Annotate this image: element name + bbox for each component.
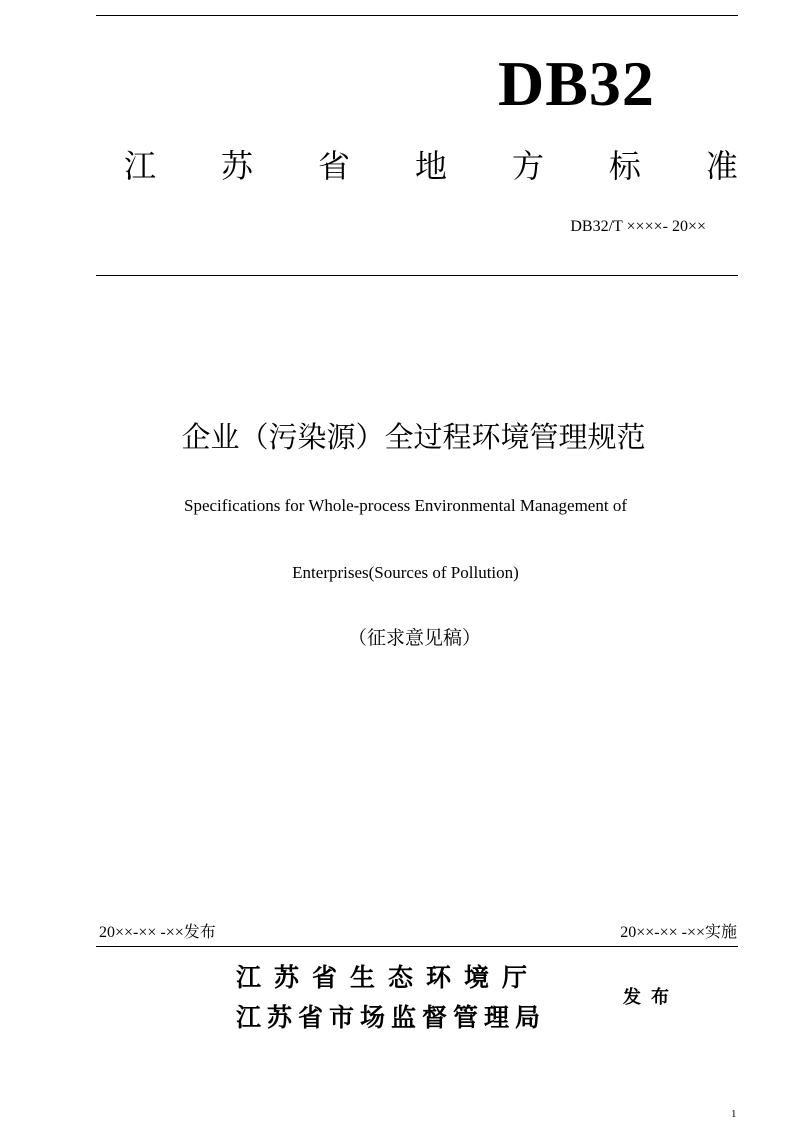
issue-date: 20××-×× -××发布 [99, 924, 216, 941]
standard-number: DB32/T ××××- 20×× [570, 218, 706, 235]
header-rule [96, 275, 738, 276]
standard-type-char: 方 [511, 147, 544, 185]
top-rule [96, 15, 738, 16]
standard-type-char: 地 [414, 147, 447, 185]
standard-type-char: 苏 [220, 147, 253, 185]
issuer-environment-department: 江苏省生态环境厅 [236, 963, 541, 992]
page-number: 1 [731, 1108, 737, 1120]
standard-logo: DB32 [498, 48, 655, 119]
issuing-authorities [236, 958, 586, 1038]
issuer-market-regulation-bureau: 江苏省市场监督管理局 [236, 1003, 547, 1032]
document-title-english-line1: Specifications for Whole-process Environmental Management of [184, 496, 627, 515]
standard-type-heading [96, 144, 738, 188]
document-title-english-line2: Enterprises(Sources of Pollution) [292, 563, 519, 582]
document-title-chinese: 企业（污染源）全过程环境管理规范 [181, 420, 646, 454]
footer-rule [96, 946, 738, 947]
issue-label: 发布 [623, 987, 679, 1008]
standard-type-char: 江 [124, 147, 157, 185]
standard-type-char: 标 [608, 147, 641, 185]
standard-type-char: 准 [705, 147, 738, 185]
implementation-date: 20××-×× -××实施 [620, 924, 737, 941]
date-row [96, 922, 738, 944]
standard-type-char: 省 [317, 147, 350, 185]
draft-status-note: （征求意见稿） [347, 627, 481, 649]
